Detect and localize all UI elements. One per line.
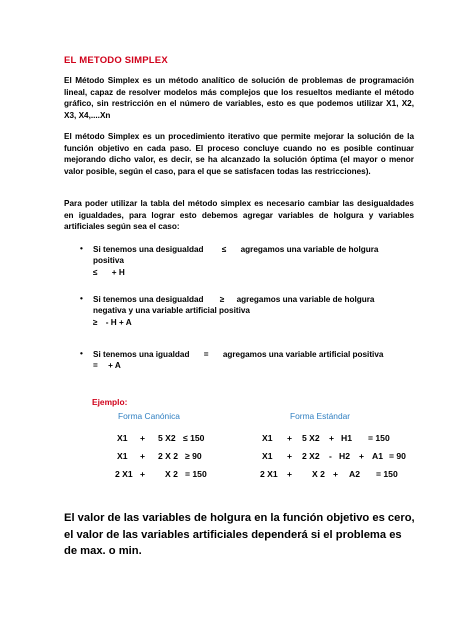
canonical-form-header: Forma Canónica bbox=[118, 411, 180, 421]
standard-rhs: = 90 bbox=[389, 451, 406, 461]
formula-symbol: ≥ bbox=[93, 317, 98, 327]
case-text: Si tenemos una desigualdad bbox=[93, 295, 204, 304]
standard-operator: - bbox=[329, 451, 332, 461]
standard-term: X 2 bbox=[312, 469, 325, 479]
case-text: Si tenemos una igualdad bbox=[93, 350, 190, 359]
standard-operator: + bbox=[287, 451, 293, 461]
standard-operator: + bbox=[287, 469, 293, 479]
formula: + H bbox=[111, 267, 125, 277]
canonical-term: X1 bbox=[117, 433, 128, 443]
standard-term: A2 bbox=[349, 469, 360, 479]
bullet-icon: • bbox=[80, 244, 83, 253]
canonical-term: 2 X 2 bbox=[158, 451, 179, 461]
formula-symbol: ≤ bbox=[93, 267, 98, 277]
standard-form-header: Forma Estándar bbox=[290, 411, 351, 421]
paragraph-iterative: El método Simplex es un procedimiento iterativo que permite mejorar la solución de la función objetivo en cada paso. El proceso concluye cuando no es posible continuar mejorando dicho valor, es decir, se ha alcanzado la solución óptima (el mayor o menor valor posible, según el caso, para el que se satisfacen todas las restricciones). bbox=[64, 132, 414, 176]
case-text: Si tenemos una desigualdad bbox=[93, 245, 204, 254]
document-title: EL METODO SIMPLEX bbox=[64, 55, 168, 66]
standard-term: X1 bbox=[262, 433, 273, 443]
canonical-rhs: ≥ 90 bbox=[185, 451, 202, 461]
case-text: agregamos una variable artificial positiva bbox=[222, 350, 384, 359]
standard-term: H2 bbox=[339, 451, 350, 461]
formula: + A bbox=[108, 361, 121, 371]
canonical-rhs: ≤ 150 bbox=[183, 433, 205, 443]
case-text: positiva bbox=[93, 256, 124, 266]
standard-term: X1 bbox=[262, 451, 273, 461]
case-text: negativa y una variable artificial positiva bbox=[93, 306, 250, 316]
canonical-term: 2 X1 bbox=[115, 469, 133, 479]
canonical-operator: + bbox=[140, 433, 146, 443]
canonical-term: X1 bbox=[117, 451, 128, 461]
formula: - H + A bbox=[105, 317, 132, 327]
case-artificial-positiva bbox=[93, 349, 423, 372]
case-text: agregamos una variable de holgura bbox=[236, 295, 375, 304]
standard-term: 2 X1 bbox=[260, 469, 278, 479]
canonical-operator: + bbox=[140, 451, 146, 461]
bullet-icon: • bbox=[80, 294, 83, 303]
equality-symbol: = bbox=[203, 350, 209, 359]
case-holgura-negativa bbox=[93, 294, 423, 328]
standard-rhs: = 150 bbox=[376, 469, 398, 479]
standard-rhs: = 150 bbox=[368, 433, 390, 443]
inequality-symbol: ≥ bbox=[219, 295, 225, 304]
formula-symbol: = bbox=[93, 361, 98, 371]
canonical-term: X 2 bbox=[165, 469, 178, 479]
closing-paragraph: El valor de las variables de holgura en la función objetivo es cero, el valor de las variables artificiales dependerá si el problema es de max. o min. bbox=[64, 512, 415, 558]
standard-term: H1 bbox=[341, 433, 352, 443]
bullet-icon: • bbox=[80, 349, 83, 358]
inequality-symbol: ≤ bbox=[221, 245, 227, 254]
paragraph-intro: El Método Simplex es un método analítico de solución de problemas de programación lineal, capaz de resolver modelos más complejos que los resueltos mediante el método gráfico, sin restricción en el número de variables, esto es que podemos utilizar X1, X2, X3, X4,....Xn bbox=[64, 76, 414, 120]
standard-term: A1 bbox=[372, 451, 383, 461]
canonical-operator: + bbox=[140, 469, 146, 479]
paragraph-tabla: Para poder utilizar la tabla del método simplex es necesario cambiar las desigualdades en igualdades, para lograr esto debemos agregar variables de holgura y variables artificiales según sea el caso: bbox=[64, 199, 414, 232]
standard-term: 2 X2 bbox=[302, 451, 320, 461]
standard-operator: + bbox=[287, 433, 293, 443]
standard-term: 5 X2 bbox=[302, 433, 320, 443]
standard-operator: + bbox=[329, 433, 335, 443]
case-text: agregamos una variable de holgura bbox=[240, 245, 379, 254]
example-label: Ejemplo: bbox=[92, 397, 128, 407]
standard-operator: + bbox=[333, 469, 339, 479]
standard-operator: + bbox=[359, 451, 365, 461]
canonical-term: 5 X2 bbox=[158, 433, 176, 443]
canonical-rhs: = 150 bbox=[185, 469, 207, 479]
case-holgura-positiva bbox=[93, 244, 423, 278]
